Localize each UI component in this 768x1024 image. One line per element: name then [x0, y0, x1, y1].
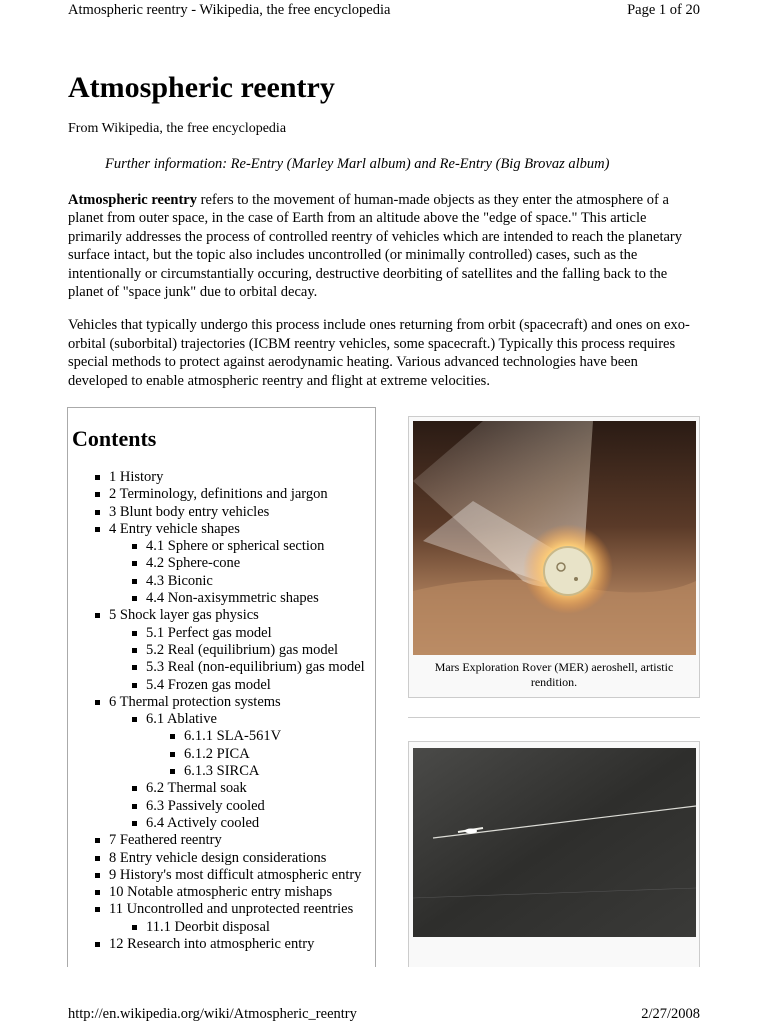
toc-item-label: 11.1 Deorbit disposal — [146, 918, 270, 935]
bullet-icon — [95, 873, 100, 878]
bullet-icon — [95, 527, 100, 532]
toc-item-label: 5.2 Real (equilibrium) gas model — [146, 641, 339, 658]
toc-item-label: 5.1 Perfect gas model — [146, 624, 272, 641]
toc-item[interactable] — [68, 642, 375, 659]
toc-item-label: 6.1.2 PICA — [184, 745, 250, 762]
toc-item-label: 4.4 Non-axisymmetric shapes — [146, 590, 319, 607]
print-header-title: Atmospheric reentry - Wikipedia, the free encyclopedia — [68, 2, 391, 18]
table-of-contents — [67, 407, 376, 967]
intro-paragraph-1-text: refers to the movement of human-made objects as they enter the atmosphere of a planet from outer space, in the case of Earth from an altitude above the "edge of space." This article primarily addresses the process of controlled reentry of vehicles which are intended to reach the planetary surface intact, but the topic also includes uncontrolled (or minimally controlled) cases, such as the intentionally or circumstantially occuring, destructive deorbiting of satellites and the falling back to the planet of "space junk" due to orbital decay. — [68, 192, 682, 301]
toc-item[interactable] — [68, 590, 375, 607]
toc-item-label: 8 Entry vehicle design considerations — [109, 849, 327, 866]
bullet-icon — [95, 856, 100, 861]
bullet-icon — [132, 579, 137, 584]
toc-item-label: 6 Thermal protection systems — [109, 693, 281, 710]
toc-item[interactable] — [68, 486, 375, 503]
toc-item[interactable] — [68, 504, 375, 521]
toc-item-label: 4 Entry vehicle shapes — [109, 520, 240, 537]
toc-item[interactable] — [68, 659, 375, 676]
toc-item[interactable] — [68, 538, 375, 555]
toc-item[interactable] — [68, 677, 375, 694]
toc-item[interactable] — [68, 798, 375, 815]
print-footer-date: 2/27/2008 — [641, 1006, 700, 1022]
bullet-icon — [95, 510, 100, 515]
print-footer — [68, 1004, 700, 1024]
bullet-icon — [95, 700, 100, 705]
bullet-icon — [132, 821, 137, 826]
figure-reentry-photo — [408, 741, 700, 967]
bullet-icon — [95, 475, 100, 480]
toc-item-label: 4.2 Sphere-cone — [146, 555, 241, 572]
toc-item[interactable] — [68, 711, 375, 728]
toc-item[interactable] — [68, 867, 375, 884]
toc-item-label: 10 Notable atmospheric entry mishaps — [109, 884, 333, 901]
bullet-icon — [132, 683, 137, 688]
bullet-icon — [95, 907, 100, 912]
figure-caption: Mars Exploration Rover (MER) aeroshell, artistic rendition. — [434, 660, 674, 689]
bullet-icon — [170, 734, 175, 739]
print-header-page-number: Page 1 of 20 — [627, 2, 700, 18]
toc-item-label: 3 Blunt body entry vehicles — [109, 503, 270, 520]
toc-list — [68, 469, 375, 953]
bullet-icon — [132, 804, 137, 809]
toc-item[interactable] — [68, 815, 375, 832]
toc-item[interactable] — [68, 728, 375, 745]
bullet-icon — [132, 717, 137, 722]
toc-item[interactable] — [68, 919, 375, 936]
toc-item-label: 4.3 Biconic — [146, 572, 213, 589]
toc-item-label: 12 Research into atmospheric entry — [109, 936, 315, 953]
article-source-note: From Wikipedia, the free encyclopedia — [68, 121, 287, 136]
bullet-icon — [132, 631, 137, 636]
toc-item[interactable] — [68, 573, 375, 590]
bullet-icon — [132, 561, 137, 566]
intro-paragraph-1 — [68, 191, 700, 301]
toc-item-label: 9 History's most difficult atmospheric entry — [109, 866, 362, 883]
bullet-icon — [132, 925, 137, 930]
bullet-icon — [132, 665, 137, 670]
toc-item[interactable] — [68, 763, 375, 780]
bullet-icon — [95, 613, 100, 618]
bullet-icon — [95, 492, 100, 497]
toc-item-label: 7 Feathered reentry — [109, 832, 222, 849]
bullet-icon — [170, 769, 175, 774]
toc-item-label: 5 Shock layer gas physics — [109, 607, 259, 624]
toc-item-label: 6.3 Passively cooled — [146, 797, 265, 814]
toc-item-label: 5.3 Real (non-equilibrium) gas model — [146, 659, 365, 676]
bullet-icon — [95, 890, 100, 895]
toc-item-label: 6.2 Thermal soak — [146, 780, 247, 797]
intro-paragraph-2: Vehicles that typically undergo this process include ones returning from orbit (spacecraft) and ones on exo-orbital (suborbital) trajectories (ICBM reentry vehicles, some spacecraft.) Typically this process requires special methods to protect against aerodynamic heating. Various advanced technologies have been developed to enable atmospheric reentry and flight at extreme velocities. — [68, 317, 690, 389]
bullet-icon — [132, 596, 137, 601]
toc-item[interactable] — [68, 884, 375, 901]
article-body — [68, 68, 700, 390]
toc-item[interactable] — [68, 607, 375, 624]
reentry-photo-image[interactable] — [413, 748, 696, 937]
bullet-icon — [132, 544, 137, 549]
toc-item-label: 6.4 Actively cooled — [146, 814, 260, 831]
bullet-icon — [95, 838, 100, 843]
bullet-icon — [95, 942, 100, 947]
print-footer-url[interactable]: http://en.wikipedia.org/wiki/Atmospheric_reentry — [68, 1006, 357, 1022]
toc-item[interactable] — [68, 936, 375, 953]
toc-item[interactable] — [68, 780, 375, 797]
toc-item-label: 6.1 Ablative — [146, 711, 217, 728]
toc-item[interactable] — [68, 469, 375, 486]
print-header — [68, 0, 700, 20]
further-information-note[interactable]: Further information: Re-Entry (Marley Marl album) and Re-Entry (Big Brovaz album) — [105, 156, 610, 172]
toc-item[interactable] — [68, 625, 375, 642]
bullet-icon — [132, 648, 137, 653]
toc-heading: Contents — [72, 426, 157, 451]
toc-item[interactable] — [68, 521, 375, 538]
toc-item[interactable] — [68, 694, 375, 711]
toc-item-label: 11 Uncontrolled and unprotected reentries — [109, 901, 354, 918]
toc-item[interactable] — [68, 746, 375, 763]
toc-item-label: 6.1.3 SIRCA — [184, 763, 260, 780]
intro-term-bold: Atmospheric reentry — [68, 192, 197, 208]
page-title: Atmospheric reentry — [68, 71, 335, 104]
bullet-icon — [170, 752, 175, 757]
figure-mer-aeroshell — [408, 416, 700, 698]
toc-item-label: 5.4 Frozen gas model — [146, 676, 271, 693]
toc-item[interactable] — [68, 850, 375, 867]
toc-item-label: 1 History — [109, 469, 164, 485]
bullet-icon — [132, 786, 137, 791]
toc-item-label: 4.1 Sphere or spherical section — [146, 538, 325, 555]
toc-item-label: 2 Terminology, definitions and jargon — [109, 486, 328, 503]
toc-item-label: 6.1.1 SLA-561V — [184, 728, 282, 745]
toc-item[interactable] — [68, 832, 375, 849]
mer-aeroshell-image[interactable] — [413, 421, 696, 655]
toc-item[interactable] — [68, 901, 375, 918]
toc-item[interactable] — [68, 555, 375, 572]
figure-separator — [408, 717, 700, 721]
